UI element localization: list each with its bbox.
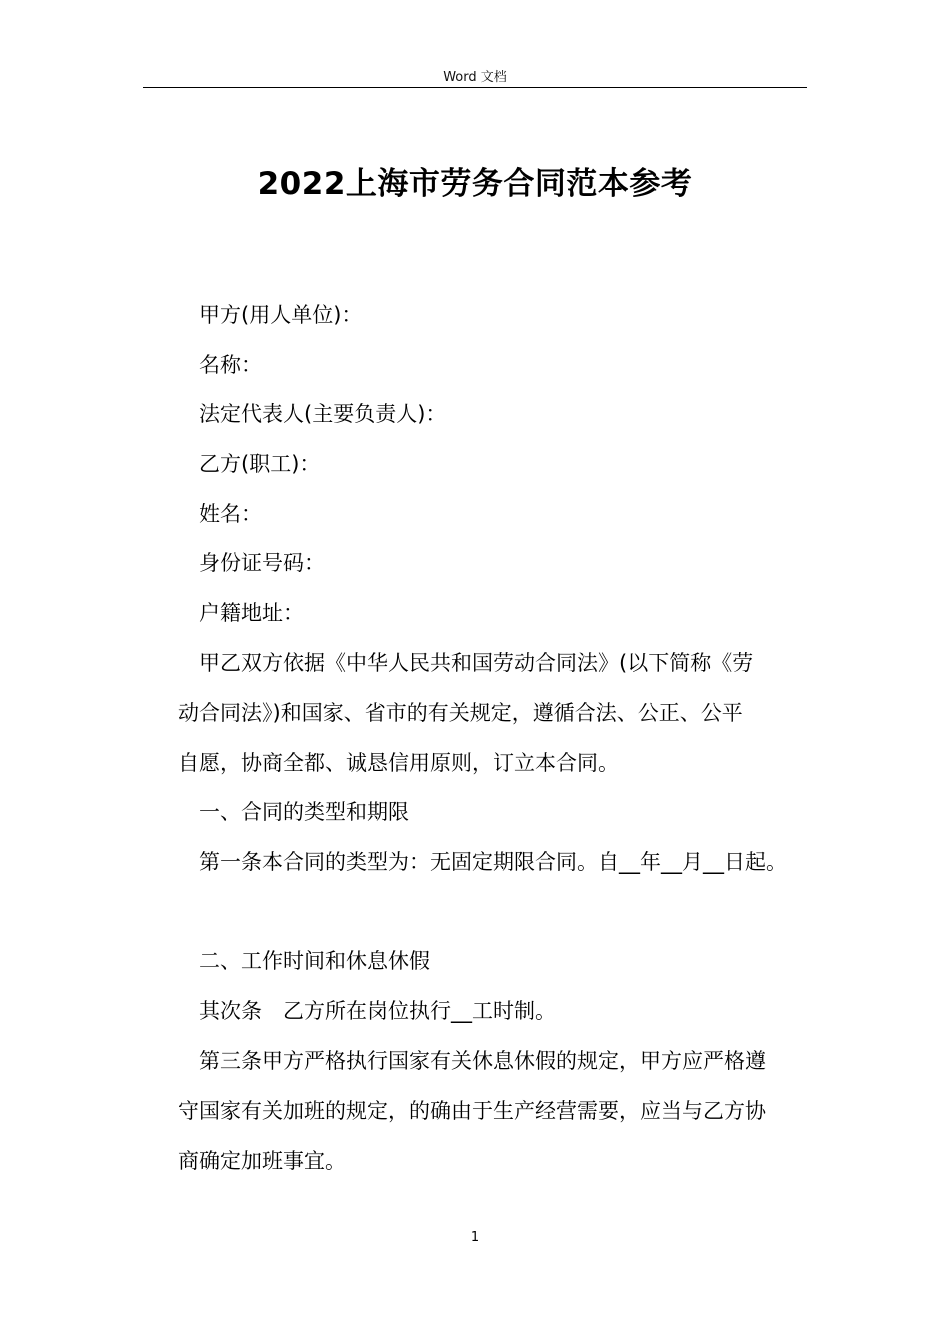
article-3-line-2: 守国家有关加班的规定，的确由于生产经营需要，应当与乙方协 [178,1099,766,1123]
page-number: 1 [470,1230,480,1245]
preamble-line-1: 甲乙双方依据《中华人民共和国劳动合同法》(以下简称《劳 [199,651,754,675]
document-title: 2022上海市劳务合同范本参考 [257,166,693,202]
party-b-address: 户籍地址： [199,601,304,625]
article-3-line-1: 第三条甲方严格执行国家有关休息休假的规定，甲方应严格遵 [199,1049,766,1073]
header-divider [143,87,807,88]
party-a-representative: 法定代表人(主要负责人)： [199,402,447,426]
section-1-heading: 一、合同的类型和期限 [199,800,409,824]
article-3-line-3: 商确定加班事宜。 [178,1149,346,1173]
preamble-line-2: 动合同法》)和国家、省市的有关规定，遵循合法、公正、公平 [178,701,743,725]
party-b-label: 乙方(职工)： [199,452,321,476]
article-1: 第一条本合同的类型为：无固定期限合同。自__年__月__日起。 [199,850,787,874]
party-a-label: 甲方(用人单位)： [199,303,363,327]
party-a-name: 名称： [199,353,262,377]
page-header: Word 文档 [443,70,507,85]
preamble-line-3: 自愿，协商全都、诚恳信用原则，订立本合同。 [178,751,619,775]
section-2-heading: 二、工作时间和休息休假 [199,949,430,973]
party-b-id-number: 身份证号码： [199,551,325,575]
article-2: 其次条 乙方所在岗位执行__工时制。 [199,999,556,1023]
party-b-name: 姓名： [199,502,262,526]
